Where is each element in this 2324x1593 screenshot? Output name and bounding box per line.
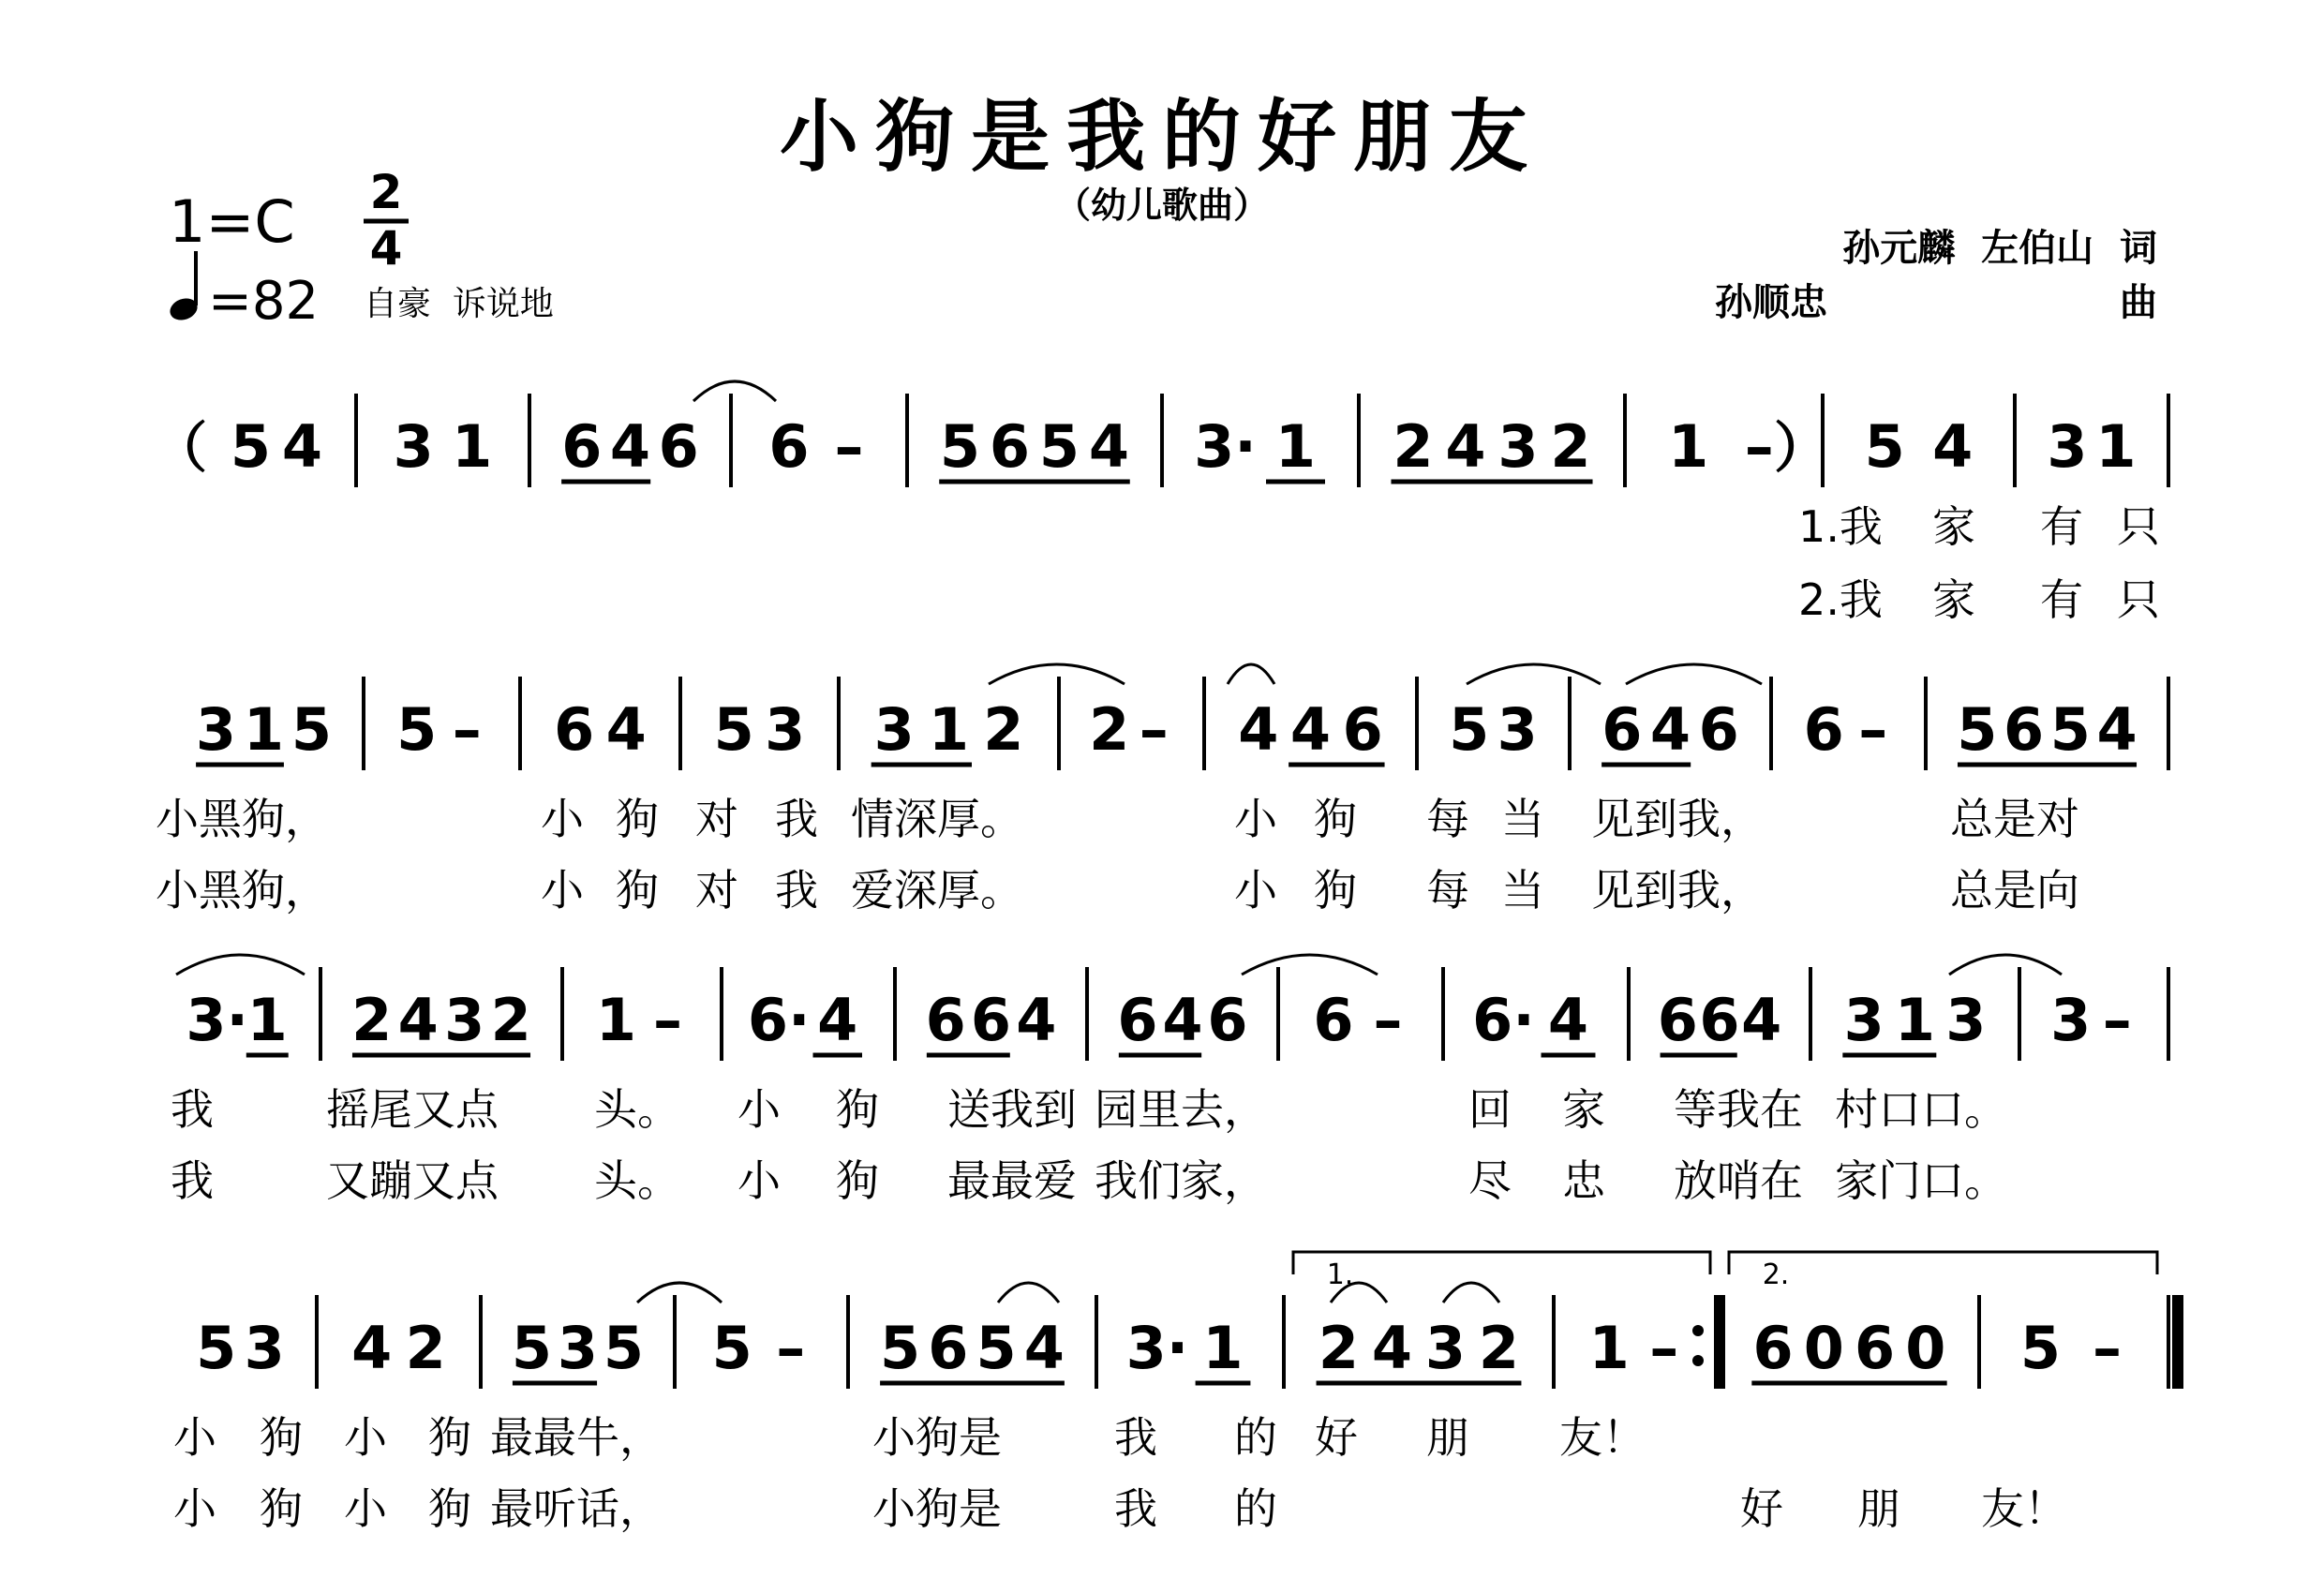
lyric-syllable: 我们家，	[1095, 1155, 1267, 1206]
note: 4	[1371, 1314, 1413, 1382]
lyric-syllable: 送我到	[947, 1084, 1077, 1135]
lyric-syllable: 的	[1234, 1412, 1277, 1463]
note: 0	[1905, 1314, 1946, 1382]
score	[153, 381, 2178, 1534]
tie-arc	[637, 1283, 722, 1303]
tie-arc	[1467, 664, 1601, 684]
lyric-syllable: 放哨在	[1674, 1155, 1803, 1206]
note: 6	[1752, 1314, 1794, 1382]
note: 2	[1089, 695, 1130, 764]
tie-arc	[998, 1283, 1059, 1303]
note: 3	[1945, 986, 1987, 1054]
volta-bracket-2	[1729, 1252, 2157, 1274]
intro-close-paren: ）	[1773, 416, 1829, 480]
note: –	[1649, 1314, 1679, 1382]
note: 6	[561, 412, 603, 481]
lyric-syllable: 家	[1932, 574, 1975, 625]
repeat-dot	[1692, 1325, 1704, 1336]
note: 3	[393, 412, 434, 481]
lyric-syllable: 小狗是	[872, 1483, 1002, 1534]
lyric-syllable: 我	[1114, 1412, 1157, 1463]
note: –	[1744, 412, 1774, 481]
note: 3	[765, 695, 806, 764]
note: 6	[970, 986, 1012, 1054]
tie-arc	[1443, 1283, 1499, 1303]
lyric-syllable: 小	[541, 794, 584, 844]
lyric-syllable: 园里去，	[1095, 1084, 1267, 1135]
note: 3·	[1125, 1314, 1189, 1382]
note: 4	[281, 412, 323, 481]
lyric-syllable: 总是向	[1950, 865, 2079, 916]
lyric-syllable: 总是对	[1950, 794, 2079, 844]
expression-mark: 自豪 诉说地	[364, 285, 554, 323]
lyric-syllable: 有	[2040, 501, 2083, 552]
note: 4	[1289, 695, 1332, 764]
note: 4	[609, 412, 651, 481]
lyric-syllable: 小	[344, 1483, 387, 1534]
note: 6	[1699, 986, 1740, 1054]
tie-arc	[989, 664, 1125, 684]
note: 3	[1424, 1314, 1467, 1382]
lyric-syllable: 最最爱	[947, 1155, 1077, 1206]
lyric-syllable: 狗	[1314, 794, 1357, 844]
note: 3	[195, 695, 237, 764]
lyric-syllable: 又蹦又点	[326, 1155, 499, 1206]
tie-arc	[693, 381, 776, 401]
note: 5	[196, 1314, 237, 1382]
lyric-syllable: 我	[775, 794, 818, 844]
note: 1	[595, 986, 637, 1054]
note: 5	[2019, 1314, 2062, 1382]
volta-bracket-1	[1293, 1252, 1710, 1274]
note: 1	[2095, 412, 2137, 481]
note: 3	[1843, 986, 1885, 1054]
note: 5	[1957, 695, 1998, 764]
lyric-syllable: 只	[2117, 501, 2160, 552]
note: 6	[1207, 986, 1248, 1054]
lyric-syllable: 狗	[616, 865, 659, 916]
lyric-syllable: 我	[171, 1084, 214, 1135]
lyric-syllable: 朋	[1857, 1483, 1900, 1534]
lyric-syllable: 的	[1234, 1483, 1277, 1534]
note: –	[2093, 1314, 2122, 1382]
song-subtitle: （幼儿歌曲）	[1054, 185, 1270, 226]
note: 1	[246, 986, 288, 1054]
note: 1	[452, 412, 493, 481]
lyric-syllable: 见到我，	[1591, 865, 1764, 916]
tempo-mark: =82	[208, 271, 320, 332]
note: 6·	[747, 986, 811, 1054]
note: 5	[1038, 412, 1080, 481]
note: 3	[557, 1314, 599, 1382]
quarter-note-icon	[167, 251, 201, 323]
note: 3	[873, 695, 915, 764]
note: 3	[444, 986, 485, 1054]
note: 4	[397, 986, 439, 1054]
lyric-syllable: 每	[1426, 865, 1469, 916]
note: 1	[1588, 1314, 1630, 1382]
note: 4	[605, 695, 647, 764]
note: 5	[976, 1314, 1017, 1382]
time-denominator: 4	[369, 221, 403, 275]
lyric-syllable: 等我在	[1674, 1084, 1803, 1135]
note: 5	[603, 1314, 645, 1382]
note: 4	[351, 1314, 393, 1382]
tie-arc	[1242, 955, 1378, 975]
repeat-dot	[1692, 1355, 1704, 1366]
note: 6	[925, 986, 966, 1054]
note: 6	[1313, 986, 1354, 1054]
lyric-syllable: 小黑狗，	[156, 865, 328, 916]
note: 6	[2004, 695, 2045, 764]
note: –	[834, 412, 864, 481]
volta-label-1: 1.	[1326, 1258, 1354, 1291]
lyric-syllable: 村口口。	[1835, 1084, 2007, 1135]
lyric-syllable: 小	[541, 865, 584, 916]
note: 6	[1601, 695, 1643, 764]
note: 6·	[1472, 986, 1535, 1054]
lyric-syllable: 小	[173, 1412, 216, 1463]
note: –	[2102, 986, 2132, 1054]
lyric-syllable: 狗	[836, 1155, 879, 1206]
note: 6	[768, 412, 810, 481]
intro-open-paren: （	[152, 416, 208, 480]
note: 5	[939, 412, 981, 481]
lyric-syllable: 小	[1234, 865, 1277, 916]
note: 4	[1547, 986, 1589, 1054]
note: 3	[244, 1314, 285, 1382]
lyric-syllable: 忠	[1562, 1155, 1605, 1206]
note: 2	[1318, 1314, 1360, 1382]
note: 1	[1668, 412, 1709, 481]
lyric-syllable: 爱深厚。	[851, 865, 1023, 916]
note: 5	[1449, 695, 1490, 764]
lyric-syllable: 家	[1562, 1084, 1605, 1135]
time-numerator: 2	[369, 165, 403, 219]
note: 4	[1649, 695, 1691, 764]
note: 3	[1497, 412, 1539, 481]
note: 1	[1274, 412, 1317, 481]
lyric-syllable: 狗	[428, 1483, 471, 1534]
note: 3	[1497, 695, 1538, 764]
note: –	[452, 695, 482, 764]
tie-arc	[1626, 664, 1762, 684]
note: 0	[1803, 1314, 1844, 1382]
note: 5	[396, 695, 438, 764]
note: 6	[989, 412, 1031, 481]
key-signature: 1=C	[169, 187, 295, 256]
note: 4	[1016, 986, 1057, 1054]
note: 5	[711, 1314, 752, 1382]
lyric-syllable: 小狗是	[872, 1412, 1002, 1463]
note: 5	[880, 1314, 921, 1382]
note: 4	[1445, 412, 1486, 481]
lyric-syllable: 我	[775, 865, 818, 916]
tie-arc	[176, 955, 305, 975]
lyric-syllable: 小	[737, 1084, 781, 1135]
note: 4	[817, 986, 858, 1054]
composer-name: 孙顺忠	[1715, 281, 1827, 324]
note: 2	[1393, 412, 1434, 481]
lyric-syllable: 2.我	[1798, 574, 1883, 625]
note: –	[1373, 986, 1403, 1054]
lyric-syllable: 小	[1234, 794, 1277, 844]
note: 4	[1932, 412, 1974, 481]
lyric-syllable: 狗	[260, 1412, 303, 1463]
note: 2	[490, 986, 531, 1054]
lyric-syllable: 小	[344, 1412, 387, 1463]
time-signature	[364, 165, 409, 275]
lyric-syllable: 回	[1468, 1084, 1512, 1135]
lyric-syllable: 家门口。	[1835, 1155, 2007, 1206]
note: 6	[928, 1314, 969, 1382]
volta-label-2: 2.	[1762, 1258, 1790, 1291]
tie-arc	[1228, 664, 1274, 684]
lyric-syllable: 朋	[1426, 1412, 1469, 1463]
note: –	[1139, 695, 1169, 764]
lyric-syllable: 最听话，	[490, 1483, 663, 1534]
note: –	[776, 1314, 806, 1382]
note: 6	[1698, 695, 1739, 764]
lyric-syllable: 见到我，	[1591, 794, 1764, 844]
note: 3·	[186, 986, 249, 1054]
lyric-syllable: 有	[2040, 574, 2083, 625]
note: 3	[2050, 986, 2092, 1054]
note: 4	[2096, 695, 2138, 764]
lyric-syllable: 我	[171, 1155, 214, 1206]
lyric-syllable: 家	[1932, 501, 1975, 552]
note: 5	[230, 412, 272, 481]
note: 6	[1855, 1314, 1896, 1382]
note: –	[653, 986, 682, 1054]
lyric-syllable: 只	[2117, 574, 2160, 625]
lyric-syllable: 好	[1740, 1483, 1783, 1534]
note: 5	[2049, 695, 2091, 764]
note: 4	[1088, 412, 1130, 481]
note: 1	[1202, 1314, 1244, 1382]
note: 1	[1894, 986, 1936, 1054]
lyric-syllable: 狗	[428, 1412, 471, 1463]
lyric-syllable: 狗	[260, 1483, 303, 1534]
lyric-syllable: 我	[1114, 1483, 1157, 1534]
note: 3	[2047, 412, 2088, 481]
lyric-syllable: 对	[695, 865, 738, 916]
note: 5	[511, 1314, 553, 1382]
note: 4	[1162, 986, 1203, 1054]
note: 2	[1550, 412, 1591, 481]
lyric-syllable: 小	[737, 1155, 781, 1206]
note: 4	[1023, 1314, 1065, 1382]
lyric-syllable: 狗	[616, 794, 659, 844]
note: 3·	[1194, 412, 1257, 481]
note: 5	[1864, 412, 1905, 481]
lyricist-credit: 孙元麟 左伯山 词	[1842, 227, 2157, 270]
note: 6	[554, 695, 595, 764]
lyric-syllable: 狗	[1314, 865, 1357, 916]
note: 6	[1342, 695, 1383, 764]
lyric-syllable: 小	[173, 1483, 216, 1534]
lyric-syllable: 好	[1315, 1412, 1358, 1463]
lyric-syllable: 每	[1426, 794, 1469, 844]
lyric-syllable: 情深厚。	[851, 794, 1023, 844]
note: 2	[351, 986, 393, 1054]
lyric-syllable: 当	[1501, 794, 1544, 844]
note: 6	[1803, 695, 1844, 764]
lyric-syllable: 1.我	[1798, 501, 1883, 552]
lyric-syllable: 狗	[836, 1084, 879, 1135]
lyric-syllable: 友！	[1981, 1483, 2067, 1534]
note: 4	[1238, 695, 1279, 764]
lyric-syllable: 头。	[594, 1084, 680, 1135]
lyric-syllable: 小黑狗，	[156, 794, 328, 844]
tie-arc	[1949, 955, 2062, 975]
note: 2	[405, 1314, 446, 1382]
note: 4	[1741, 986, 1782, 1054]
note: 1	[928, 695, 970, 764]
note: 6	[1657, 986, 1698, 1054]
lyric-syllable: 当	[1501, 865, 1544, 916]
note: 6	[658, 412, 699, 481]
lyric-syllable: 摇尾又点	[326, 1084, 499, 1135]
composer-suffix: 曲	[2120, 281, 2157, 324]
lyric-syllable: 尽	[1468, 1155, 1512, 1206]
note: 5	[713, 695, 754, 764]
lyric-syllable: 最最牛，	[490, 1412, 663, 1463]
lyric-syllable: 对	[695, 794, 738, 844]
note: 2	[1478, 1314, 1520, 1382]
note: 1	[243, 695, 285, 764]
note: 5	[290, 695, 333, 764]
note: –	[1858, 695, 1888, 764]
note: 2	[983, 695, 1024, 764]
lyric-syllable: 友！	[1559, 1412, 1646, 1463]
note: 6	[1117, 986, 1158, 1054]
song-title: 小狗是我的好朋友	[779, 91, 1545, 183]
lyric-syllable: 头。	[594, 1155, 680, 1206]
